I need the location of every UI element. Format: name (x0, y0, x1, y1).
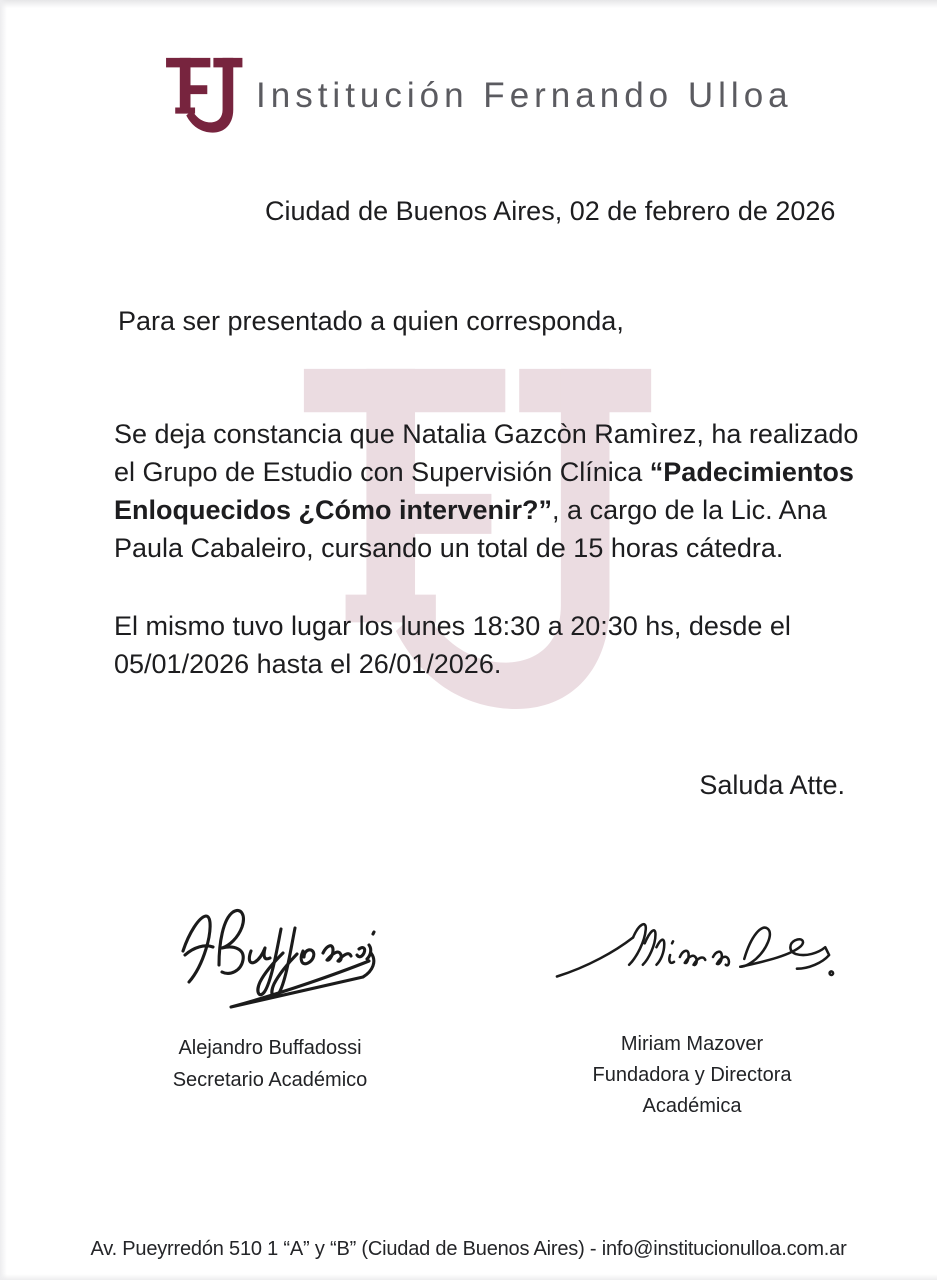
paragraph-schedule: El mismo tuvo lugar los lunes 18:30 a 20:30 hs, desde el 05/01/2026 hasta el 26/01/2026. (114, 611, 791, 679)
salutation-line: Para ser presentado a quien corresponda, (118, 306, 624, 336)
paragraph-constancia-end: , a cargo de la Lic. Ana Paula Cabaleiro, cursando un total de 15 horas cátedra. (114, 495, 827, 563)
signer-name: Alejandro Buffadossi (178, 1037, 362, 1059)
signer-title: Fundadora y Directora Académica (592, 1064, 792, 1117)
photo-edge-left (0, 0, 7, 1280)
footer-contact-line: Av. Pueyrredón 510 1 “A” y “B” (Ciudad de Buenos Aires) - info@institucionulloa.com.ar (90, 1238, 847, 1260)
course-title-bold: “Padecimientos Enloquecidos ¿Cómo intervenir?” (114, 457, 854, 525)
closing-line: Saluda Atte. (699, 770, 845, 800)
institution-name: Institución Fernando Ulloa (256, 76, 793, 115)
signature-block-directora (567, 1029, 817, 1122)
fu-monogram-logo-icon (163, 53, 247, 139)
signature-handwriting-miriam (552, 916, 837, 996)
signer-name: Miriam Mazover (620, 1033, 764, 1055)
paragraph-constancia-start: Se deja constancia que Natalia Gazcòn Ramìrez, ha realizado el Grupo de Estudio con Supervisión Clínica (114, 419, 859, 487)
signature-block-secretario (115, 1032, 425, 1096)
date-line: Ciudad de Buenos Aires, 02 de febrero de 2026 (265, 196, 836, 226)
photo-edge-bottom (0, 1274, 937, 1280)
photo-edge-top (0, 0, 937, 8)
paragraph-constancia (114, 415, 870, 567)
signer-title: Secretario Académico (172, 1069, 368, 1091)
signature-handwriting-alejandro (175, 903, 395, 1013)
